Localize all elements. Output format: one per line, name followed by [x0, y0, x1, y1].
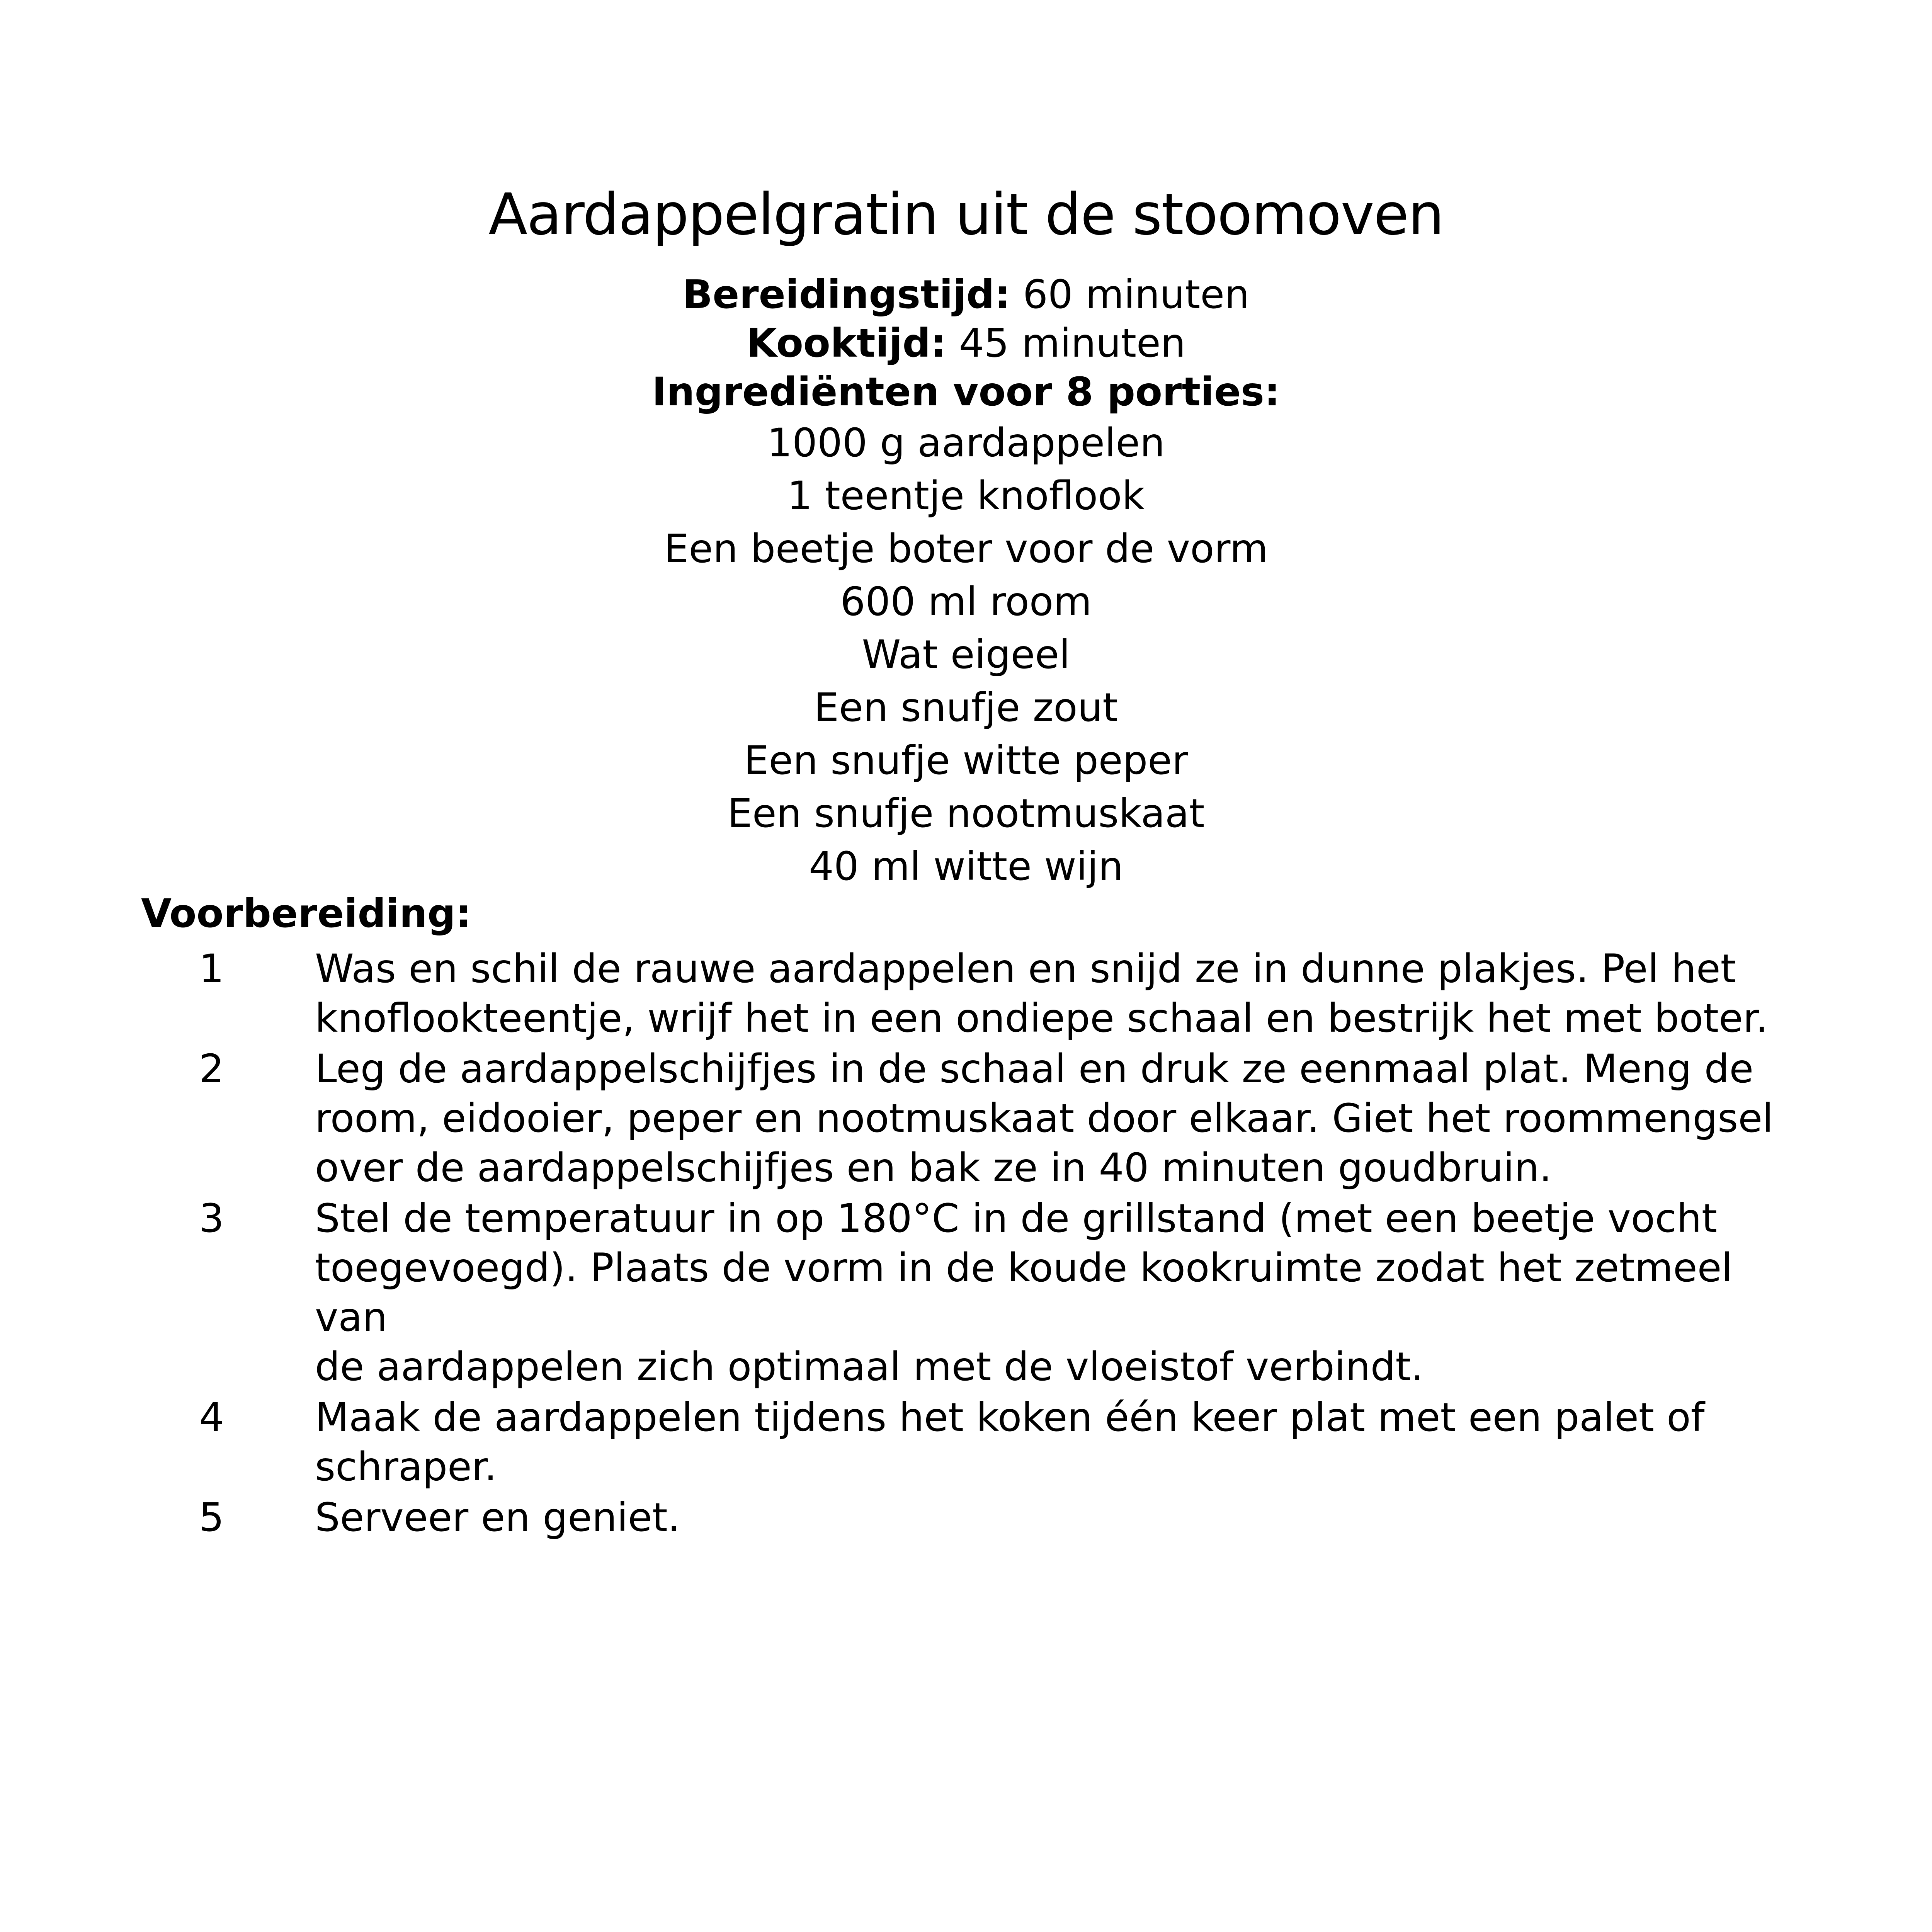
step-text: Serveer en geniet.: [315, 1495, 680, 1541]
step-item: [0, 1044, 1932, 1193]
step-text: Was en schil de rauwe aardappelen en snijd ze in dunne plakjes. Pel het knoflookteentje, wrijf het in een ondiepe schaal en bestrijk het met boter.: [315, 946, 1768, 1041]
ingredient-item: Een snufje nootmuskaat: [727, 791, 1205, 837]
step-item: [0, 1493, 1932, 1543]
recipe-summary: [0, 270, 1932, 893]
cook-time: [0, 319, 1932, 368]
step-item: [0, 944, 1932, 1043]
ingredient-item: 1 teentje knoflook: [787, 473, 1145, 519]
ingredient-item: 600 ml room: [840, 579, 1092, 625]
prep-time: [0, 270, 1932, 319]
ingredient-item: 1000 g aardappelen: [767, 420, 1165, 466]
step-number: 2: [199, 1046, 224, 1092]
step-number: 3: [199, 1196, 224, 1242]
step-item: [0, 1393, 1932, 1492]
step-item: [0, 1194, 1932, 1392]
prep-time-value: 60 minuten: [1010, 272, 1250, 318]
ingredient-item: Een snufje witte peper: [744, 738, 1188, 784]
step-text: Maak de aardappelen tijdens het koken één keer plat met een palet of schraper.: [315, 1395, 1705, 1490]
ingredient-item: Wat eigeel: [862, 632, 1070, 678]
step-text: Stel de temperatuur in op 180°C in de grillstand (met een beetje vocht toegevoegd). Plaats de vorm in de koude kookruimte zodat het zetmeel van de aardappelen zich optimaal met de vloeistof verbindt.: [315, 1196, 1733, 1390]
ingredient-item: Een beetje boter voor de vorm: [663, 526, 1269, 572]
ingredient-item: Een snufje zout: [814, 685, 1118, 731]
preparation-heading: Voorbereiding:: [141, 891, 471, 937]
preparation-steps: [0, 944, 1932, 1544]
ingredient-list: [0, 417, 1932, 893]
step-number: 4: [199, 1395, 224, 1440]
cook-time-value: 45 minuten: [946, 320, 1186, 366]
recipe-title: Aardappelgratin uit de stoomoven: [488, 181, 1444, 248]
prep-time-label: Bereidingstijd:: [682, 272, 1010, 318]
step-text: Leg de aardappelschijfjes in de schaal en druk ze eenmaal plat. Meng de room, eidooier, peper en nootmuskaat door elkaar. Giet het roommengsel over de aardappelschijfjes en bak ze in 40 minuten goudbruin.: [315, 1046, 1774, 1191]
step-number: 5: [199, 1495, 224, 1541]
ingredient-item: 40 ml witte wijn: [808, 844, 1123, 889]
step-number: 1: [199, 946, 224, 992]
ingredients-heading: Ingrediënten voor 8 porties:: [652, 369, 1280, 415]
cook-time-label: Kooktijd:: [746, 320, 947, 366]
